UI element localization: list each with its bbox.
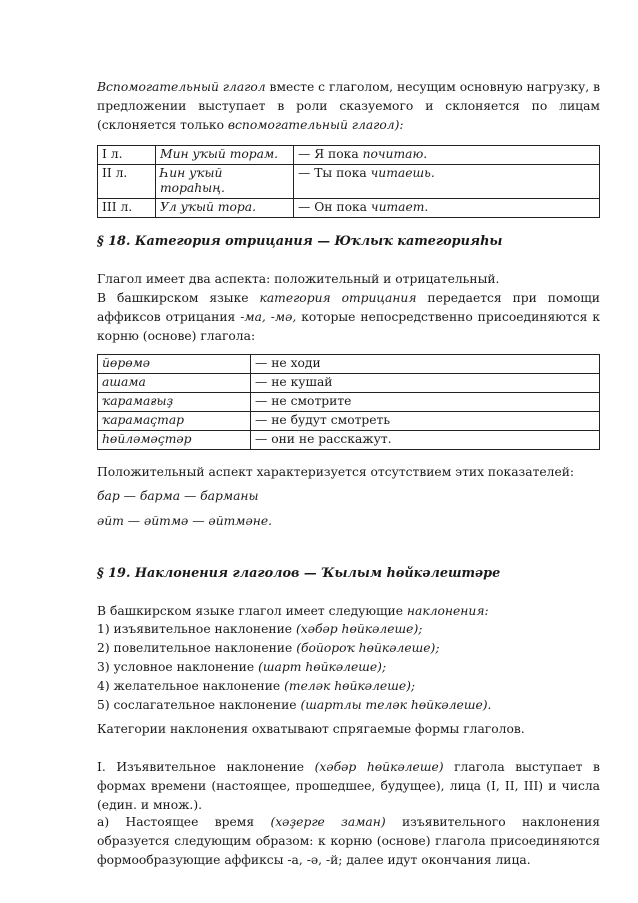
russian-verb: читаешь. — [370, 166, 435, 180]
list-item — [97, 696, 600, 715]
text-run: а) Настоящее время — [97, 815, 271, 829]
russian-cell — [294, 199, 600, 218]
section-18-heading: § 18. Категория отрицания — Юҡлыҡ категорияһы — [97, 234, 503, 249]
table-row — [98, 199, 600, 218]
term-run: (шартлы теләк һөйкәлеше). — [300, 698, 492, 712]
text-run: изъявительного наклонения образуется следующим образом: к корню (основе) глагола присоединяются формообразующие аффиксы -а, -ә, -й; далее идут окончания лица. — [97, 815, 600, 867]
mood-list — [97, 620, 600, 715]
list-item — [97, 677, 600, 696]
example-line-1: бар — барма — барманы — [97, 489, 259, 503]
russian-verb: читает. — [370, 200, 429, 214]
table-row — [98, 412, 600, 431]
table-row — [98, 146, 600, 165]
russian-text: — Он пока — [298, 200, 371, 214]
russian-text: — Ты пока — [298, 166, 371, 180]
bashkir-cell: йөрөмә — [98, 355, 251, 374]
russian-verb: почитаю. — [362, 147, 428, 161]
intro-paragraph — [97, 78, 600, 135]
term-run: (хәҙерге заман) — [270, 815, 386, 829]
text-run: 5) сослагательное наклонение — [97, 698, 301, 712]
bashkir-cell: һөйләмәҫтәр — [98, 431, 251, 450]
text-run: I. Изъявительное наклонение — [97, 760, 315, 774]
table-row — [98, 431, 600, 450]
bashkir-cell: ҡарамаҫтар — [98, 412, 251, 431]
section-19-paragraph-1 — [97, 602, 600, 621]
term-run: (хәбәр һөйкәлеше) — [314, 760, 444, 774]
list-item — [97, 620, 600, 639]
section-18-paragraph-1: Глагол имеет два аспекта: положительный и отрицательный. — [97, 272, 500, 286]
table-row — [98, 374, 600, 393]
text-run: 3) условное наклонение — [97, 660, 259, 674]
term-run: -ма, -мә, — [240, 310, 297, 324]
section-19-paragraph-2: Категории наклонения охватывают спрягаемые формы глаголов. — [97, 722, 525, 736]
bashkir-cell: Мин уҡый торам. — [156, 146, 294, 165]
russian-cell: — не смотрите — [251, 393, 600, 412]
text-run: 2) повелительное наклонение — [97, 641, 297, 655]
term-run: (теләк һөйкәлеше); — [284, 679, 416, 693]
person-cell: II л. — [98, 165, 156, 199]
term-run: (хәбәр һөйкәлеше); — [295, 622, 423, 636]
text-run: В башкирском языке глагол имеет следующие — [97, 604, 407, 618]
intro-term-end: вспомогательный глагол): — [227, 118, 404, 132]
text-run: глагола выступает в формах времени (настоящее, прошедшее, будущее), лица (I, II, III) и числа (един. и множ.). — [97, 760, 600, 812]
bashkir-cell: Ул уҡый тора. — [156, 199, 294, 218]
list-item — [97, 639, 600, 658]
text-run: передается при помощи аффиксов отрицания — [97, 291, 600, 324]
intro-text: вместе с глаголом, несущим основную нагрузку, в предложении выступает в роли сказуемого и склоняется по лицам (склоняется только — [97, 80, 601, 132]
negation-table — [97, 354, 600, 450]
section-18-paragraph-3: Положительный аспект характеризуется отсутствием этих показателей: — [97, 465, 575, 479]
text-run: 4) желательное наклонение — [97, 679, 285, 693]
term-run: категория отрицания — [259, 291, 417, 305]
text-run: которые непосредственно присоединяются к корню (основе) глагола: — [97, 310, 601, 343]
bashkir-cell: Һин уҡый тораһың. — [156, 165, 294, 199]
russian-cell: — не ходи — [251, 355, 600, 374]
term-run: (шарт һөйкәлеше); — [258, 660, 387, 674]
russian-cell: — не будут смотреть — [251, 412, 600, 431]
table-row — [98, 165, 600, 199]
table-row — [98, 355, 600, 374]
bashkir-cell: ашама — [98, 374, 251, 393]
bashkir-cell: ҡарамағыҙ — [98, 393, 251, 412]
person-cell: I л. — [98, 146, 156, 165]
list-item — [97, 658, 600, 677]
russian-cell: — не кушай — [251, 374, 600, 393]
section-18-paragraph-2 — [97, 289, 600, 346]
russian-cell — [294, 165, 600, 199]
table-row — [98, 393, 600, 412]
section-19-paragraph-3 — [97, 758, 600, 815]
term-run: (бойороҡ һөйкәлеше); — [296, 641, 440, 655]
example-line-2: әйт — әйтмә — әйтмәне. — [97, 514, 273, 528]
section-19-paragraph-4 — [97, 813, 600, 870]
text-run: 1) изъявительное наклонение — [97, 622, 296, 636]
text-run: В башкирском языке — [97, 291, 260, 305]
russian-text: — Я пока — [298, 147, 363, 161]
term-run: наклонения: — [406, 604, 489, 618]
russian-cell — [294, 146, 600, 165]
intro-term: Вспомогательный глагол — [97, 80, 266, 94]
russian-cell: — они не расскажут. — [251, 431, 600, 450]
section-19-heading: § 19. Наклонения глаголов — Ҡылым һөйкәлештәре — [97, 566, 501, 581]
conjugation-table — [97, 145, 600, 218]
person-cell: III л. — [98, 199, 156, 218]
